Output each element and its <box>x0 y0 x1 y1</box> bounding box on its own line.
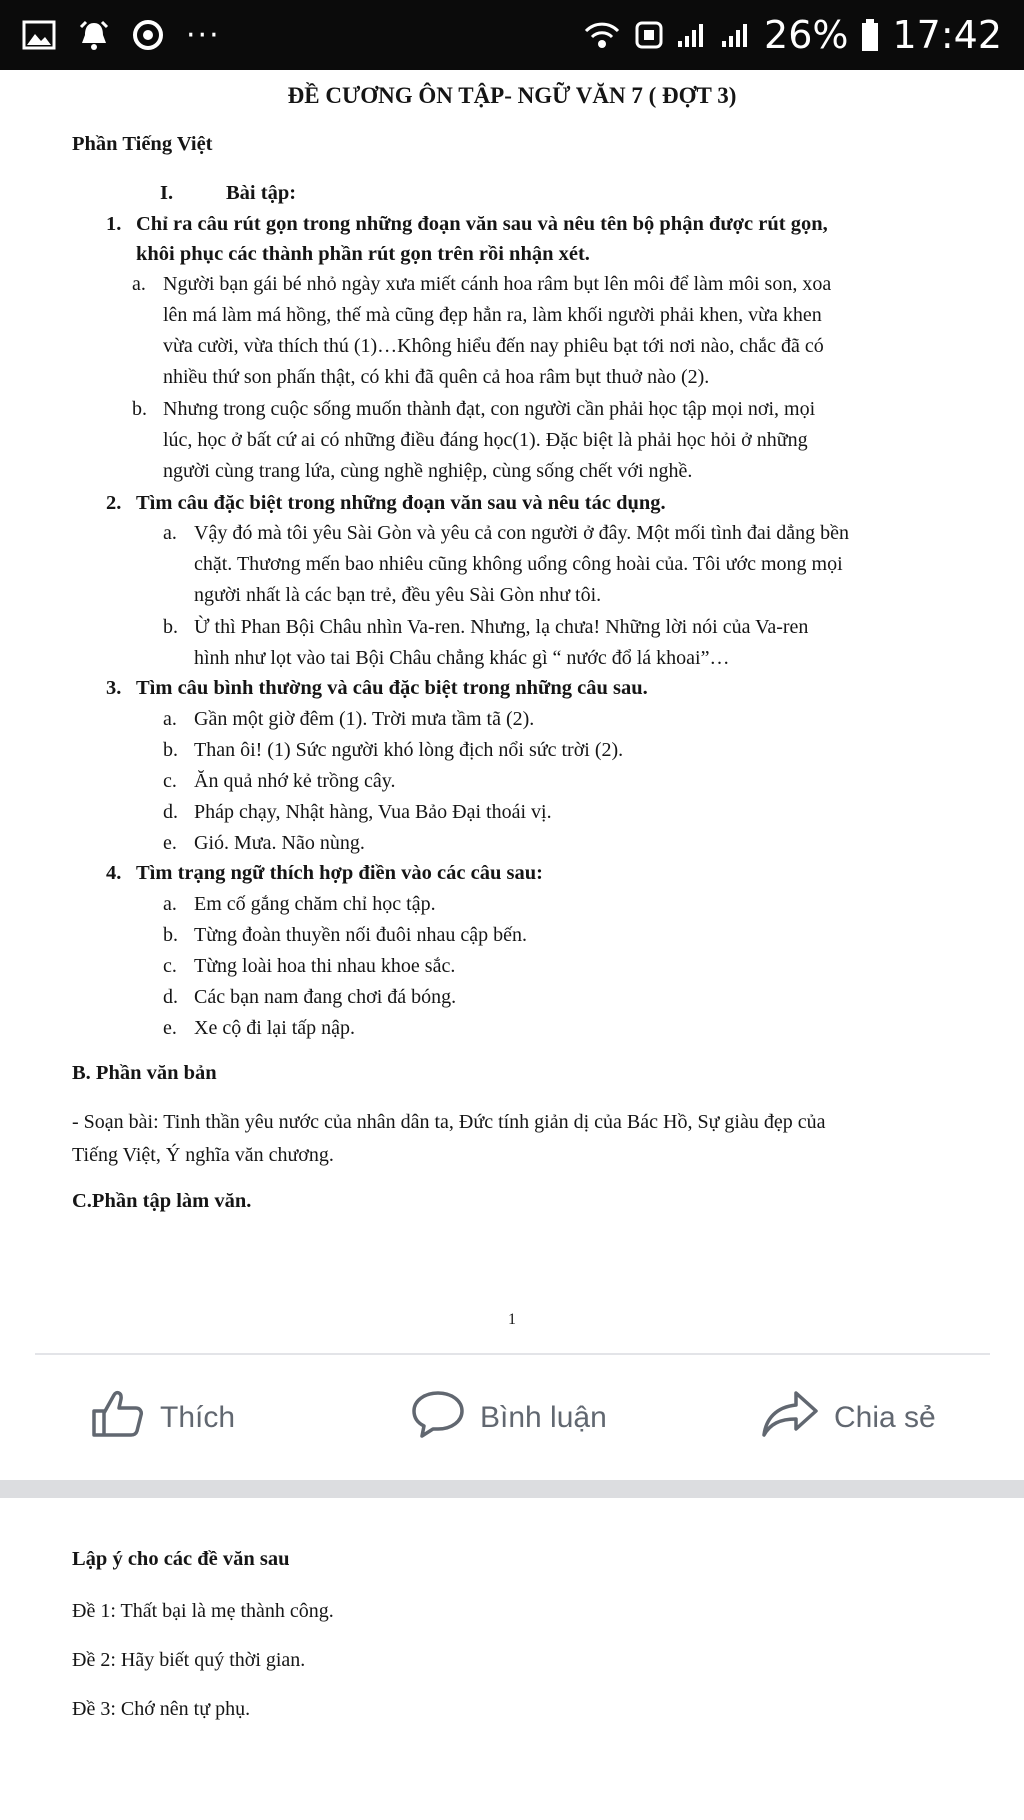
q1a-line: Người bạn gái bé nhỏ ngày xưa miết cánh hoa râm bụt lên môi để làm môi son, xoa <box>163 273 832 295</box>
share-label: Chia sẻ <box>834 1401 936 1434</box>
q4-item-marker: b. <box>163 924 178 946</box>
q4-number: 4. <box>106 862 122 884</box>
comment-button[interactable] <box>410 1388 607 1448</box>
divider <box>35 1353 990 1355</box>
share-button[interactable] <box>760 1388 936 1448</box>
part-roman: I. <box>160 182 174 204</box>
post-action-bar <box>0 1358 1024 1480</box>
q4-item-marker: a. <box>163 893 177 915</box>
image-icon <box>22 20 56 50</box>
q3-item-marker: a. <box>163 708 177 730</box>
doc-title: ĐỀ CƯƠNG ÔN TẬP- NGỮ VĂN 7 ( ĐỢT 3) <box>287 83 737 108</box>
q3-number: 3. <box>106 677 122 699</box>
q2b-line: hình như lọt vào tai Bội Châu chẳng khác gì “ nước đổ lá khoai”… <box>194 647 730 669</box>
comment-label: Bình luận <box>480 1401 607 1434</box>
like-button[interactable] <box>90 1388 235 1448</box>
q4-item-marker: e. <box>163 1017 177 1039</box>
thumbs-up-icon <box>90 1389 146 1447</box>
q2a-line: chặt. Thương mến bao nhiêu cũng không uổng công hoài của. Tôi ước mong mọi <box>194 553 843 575</box>
q2a-line: Vậy đó mà tôi yêu Sài Gòn và yêu cả con người ở đây. Một mối tình đai dẳng bền <box>194 522 850 544</box>
q4-title: Tìm trạng ngữ thích hợp điền vào các câu sau: <box>136 862 543 884</box>
q1a-line: vừa cười, vừa thích thú (1)…Không hiểu đến nay phiêu bạt tới nơi nào, chắc đã có <box>163 335 824 357</box>
like-label: Thích <box>160 1401 236 1434</box>
q2a-line: người nhất là các bạn trẻ, đều yêu Sài Gòn như tôi. <box>194 584 602 606</box>
q1b-line: người cùng trang lứa, cùng nghề nghiệp, cùng sống chết với nghề. <box>163 460 693 482</box>
q1-number: 1. <box>106 213 122 235</box>
section-b-text: - Soạn bài: Tinh thần yêu nước của nhân dân ta, Đức tính giản dị của Bác Hồ, Sự giàu đẹp của <box>72 1111 826 1133</box>
doc2-topic: Đề 3: Chớ nên tự phụ. <box>72 1698 251 1720</box>
section-b-text: Tiếng Việt, Ý nghĩa văn chương. <box>72 1144 334 1166</box>
q1b-line: Nhưng trong cuộc sống muốn thành đạt, con người cần phải học tập mọi nơi, mọi <box>163 398 816 420</box>
q4-item: Em cố gắng chăm chỉ học tập. <box>194 893 436 915</box>
q3-item-marker: d. <box>163 801 178 823</box>
q2a-marker: a. <box>163 522 177 544</box>
doc2-heading: Lập ý cho các đề văn sau <box>72 1548 290 1570</box>
section-c-heading: C.Phần tập làm văn. <box>72 1190 252 1212</box>
q4-item: Xe cộ đi lại tấp nập. <box>194 1017 356 1039</box>
q2-title: Tìm câu đặc biệt trong những đoạn văn sau và nêu tác dụng. <box>136 492 666 514</box>
part-label: Bài tập: <box>226 182 297 204</box>
signal-icon <box>720 21 752 49</box>
battery-percent: 26% <box>764 13 849 57</box>
chrome-icon <box>132 19 164 51</box>
q3-item: Gió. Mưa. Não nùng. <box>194 832 365 854</box>
q3-item: Pháp chạy, Nhật hàng, Vua Bảo Đại thoái vị. <box>194 801 552 823</box>
q1a-line: lên má làm má hồng, thế mà cũng đẹp hẳn ra, làm khối người phải khen, vừa khen <box>163 304 822 326</box>
q3-item: Gần một giờ đêm (1). Trời mưa tầm tã (2). <box>194 708 535 730</box>
q3-item-marker: e. <box>163 832 177 854</box>
q1-title-line2: khôi phục các thành phần rút gọn trên rồi nhận xét. <box>136 243 590 265</box>
q3-item-marker: b. <box>163 739 178 761</box>
q2-number: 2. <box>106 492 122 514</box>
battery-icon <box>860 18 880 52</box>
q3-title: Tìm câu bình thường và câu đặc biệt trong những câu sau. <box>136 677 648 699</box>
q2b-line: Ừ thì Phan Bội Châu nhìn Va-ren. Nhưng, lạ chưa! Những lời nói của Va-ren <box>194 616 809 638</box>
q1-title-line1: Chỉ ra câu rút gọn trong những đoạn văn sau và nêu tên bộ phận được rút gọn, <box>136 213 828 235</box>
q1b-line: lúc, học ở bất cứ ai có những điều đáng học(1). Đặc biệt là phải học hỏi ở những <box>163 429 808 451</box>
section-b-heading: B. Phần văn bản <box>72 1062 217 1084</box>
clock: 17:42 <box>892 13 1002 57</box>
doc2-topic: Đề 1: Thất bại là mẹ thành công. <box>72 1600 334 1622</box>
page-number: 1 <box>508 1311 516 1328</box>
nfc-icon <box>634 20 664 50</box>
q2b-marker: b. <box>163 616 178 638</box>
comment-icon <box>410 1389 466 1447</box>
q1b-marker: b. <box>132 398 147 420</box>
alarm-icon <box>78 19 110 51</box>
status-bar <box>0 0 1024 70</box>
post-separator <box>0 1480 1024 1498</box>
q3-item: Ăn quả nhớ kẻ trồng cây. <box>194 770 396 792</box>
q4-item: Các bạn nam đang chơi đá bóng. <box>194 986 457 1008</box>
signal-icon <box>676 21 708 49</box>
q3-item-marker: c. <box>163 770 177 792</box>
q4-item-marker: c. <box>163 955 177 977</box>
q3-item: Than ôi! (1) Sức người khó lòng địch nổi sức trời (2). <box>194 739 624 761</box>
doc2-topic: Đề 2: Hãy biết quý thời gian. <box>72 1649 306 1671</box>
section-a-heading: Phần Tiếng Việt <box>72 133 213 155</box>
more-notifications: ··· <box>186 17 221 53</box>
q4-item: Từng loài hoa thi nhau khoe sắc. <box>194 955 456 977</box>
q4-item: Từng đoàn thuyền nối đuôi nhau cập bến. <box>194 924 527 946</box>
q1a-marker: a. <box>132 273 146 295</box>
share-icon <box>760 1389 820 1447</box>
wifi-icon <box>582 19 622 51</box>
q4-item-marker: d. <box>163 986 178 1008</box>
q1a-line: nhiều thứ son phấn thật, có khi đã quên cả hoa râm bụt thuở nào (2). <box>163 366 710 388</box>
